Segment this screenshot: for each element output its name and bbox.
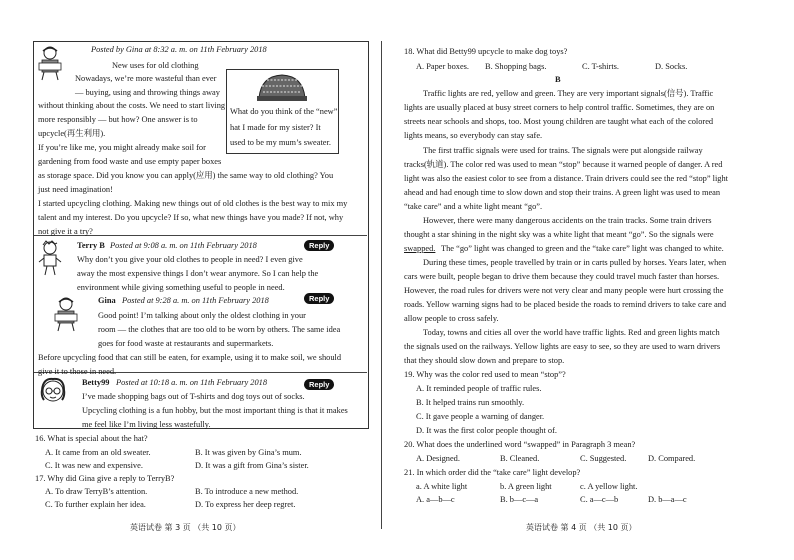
q21-option-d[interactable]: D. b—a—c — [648, 495, 687, 504]
para4-line: However, the road rules for drivers were not very clear and many people were hurt crossing the — [404, 286, 724, 295]
gina-line: Good point! I’m talking about only the oldest clothing in your — [98, 311, 306, 320]
post1-line: talent and my interest. Do you upcycle? If so, what new things have you made? If not, why — [38, 213, 344, 222]
post1-header: Posted by Gina at 8:32 a. m. on 11th February 2018 — [91, 45, 267, 54]
para2-line: The first traffic signals were used for trains. The signals were put alongside railway — [423, 146, 703, 155]
betty-line: me feel like I’m living less wastefully. — [82, 420, 211, 429]
q16-option-c[interactable]: C. It was new and expensive. — [45, 461, 143, 470]
reply-button[interactable]: Reply — [304, 240, 334, 251]
gina-line: Before upcycling food that can still be eaten, for example, using it to make soil, we should — [38, 353, 342, 362]
q19-option-d[interactable]: D. It was the first color people thought of. — [416, 426, 557, 435]
q19-option-a[interactable]: A. It reminded people of traffic rules. — [416, 384, 542, 393]
q21-option-a[interactable]: A. a—b—c — [416, 495, 455, 504]
hat-caption-3: used to be my mum’s sweater. — [230, 138, 331, 147]
q17-option-c[interactable]: C. To further explain her idea. — [45, 500, 146, 509]
q16-option-b[interactable]: B. It was given by Gina’s mum. — [195, 448, 302, 457]
para1-line: streets near schools and shops, too. Most young children are taught what each of the colored — [404, 117, 714, 126]
hat-image — [255, 72, 309, 102]
reply-button[interactable]: Reply — [304, 293, 334, 304]
gina-line: room — the clothes that are too old to be worn by others. The same idea — [98, 325, 341, 334]
para2-line: “take care” and a white light meant “go”. — [404, 202, 543, 211]
terry-time: Posted at 9:08 a. m. on 11th February 2018 — [110, 241, 257, 250]
question-18: 18. What did Betty99 upcycle to make dog toys? — [404, 47, 568, 56]
hat-caption-2: hat I made for my sister? It — [230, 123, 321, 132]
para4-line: cars were built, people began to drive them because they could travel much faster than horses. — [404, 272, 720, 281]
q17-option-d[interactable]: D. To express her deep regret. — [195, 500, 296, 509]
q16-option-a[interactable]: A. It came from an old sweater. — [45, 448, 151, 457]
betty-line: Upcycling clothing is a fun hobby, but the most important thing is that it makes — [82, 406, 348, 415]
para1-line: Traffic lights are red, yellow and green. They are very important signals(信号). Traffic — [423, 89, 714, 98]
post1-line: I started upcycling clothing. Making new things out of old clothes is the best way to mix my — [38, 199, 348, 208]
para4-line: During these times, people travelled by train or in carts pulled by horses. Years later, when — [423, 258, 727, 267]
post1-line: not give it a try? — [38, 227, 93, 236]
gina-avatar — [36, 45, 64, 81]
q18-option-b[interactable]: B. Shopping bags. — [485, 62, 547, 71]
terry-line: Why don’t you give your old clothes to people in need? I even give — [77, 255, 303, 264]
q21-item-a: a. A white light — [416, 482, 468, 491]
terry-name: Terry B — [77, 241, 105, 250]
hat-caption-1: What do you think of the “new” — [230, 107, 338, 116]
post1-line: just need imagination! — [38, 185, 113, 194]
q20-option-b[interactable]: B. Cleaned. — [500, 454, 540, 463]
post1-line: — buying, using and throwing things away — [75, 88, 220, 97]
page-divider — [381, 41, 382, 529]
post1-line: Nowadays, we’re more wasteful than ever — [75, 74, 217, 83]
q17-option-b[interactable]: B. To introduce a new method. — [195, 487, 299, 496]
para2-line: tracks(轨道). The color red was used to mean “stop” because it warned people of danger. A red — [404, 160, 723, 169]
para1-line: lights are usually placed at busy street corners to help control traffic. Sometimes, they are on — [404, 103, 715, 112]
post1-line: as storage space. Did you know you can apply(应用) the same way to old clothing? You — [38, 171, 334, 180]
gina-line: goes for food waste at restaurants and supermarkets. — [98, 339, 274, 348]
q19-option-b[interactable]: B. It helped trains run smoothly. — [416, 398, 525, 407]
section-b-heading: B — [555, 75, 561, 84]
gina-time: Posted at 9:28 a. m. on 11th February 2018 — [122, 296, 269, 305]
betty-time: Posted at 10:18 a. m. on 11th February 2018 — [116, 378, 268, 387]
page-footer: 英语试卷 第 4 页 （共 10 页） — [526, 523, 637, 532]
post1-line: upcycle(再生利用). — [38, 129, 106, 138]
q20-option-a[interactable]: A. Designed. — [416, 454, 460, 463]
q16-option-d[interactable]: D. It was a gift from Gina’s sister. — [195, 461, 309, 470]
q21-option-c[interactable]: C. a—c—b — [580, 495, 619, 504]
gina-avatar — [52, 296, 80, 332]
betty-line: I’ve made shopping bags out of T-shirts and dog toys out of socks. — [82, 392, 305, 401]
para3-line: However, there were many dangerous accidents on the train tracks. Some train drivers — [423, 216, 712, 225]
para3-line: The “go” light was changed to green and the “take care” light was changed to white. — [441, 244, 724, 253]
q18-option-d[interactable]: D. Socks. — [655, 62, 688, 71]
para2-line: light was also the easiest color to see from a distance. Train drivers could see the red “stop” light — [404, 174, 728, 183]
post1-line: more responsibly — but how? One answer is to — [38, 115, 198, 124]
q17-option-a[interactable]: A. To draw TerryB’s attention. — [45, 487, 148, 496]
post1-line: without thinking about the costs. We need to start living — [38, 101, 226, 110]
q21-option-b[interactable]: B. b—c—a — [500, 495, 539, 504]
para4-line: roads. Yellow warning signs had to be placed beside the roads to remind drivers to take care and — [404, 300, 727, 309]
page-footer: 英语试卷 第 3 页 （共 10 页） — [130, 523, 241, 532]
question-20: 20. What does the underlined word “swapped” in Paragraph 3 mean? — [404, 440, 636, 449]
q18-option-a[interactable]: A. Paper boxes. — [416, 62, 470, 71]
betty-name: Betty99 — [82, 378, 110, 387]
para5-line: the signals used on the railways. Yellow lights are easy to see, so they are used to warn drivers — [404, 342, 721, 351]
question-21: 21. In which order did the “take care” light develop? — [404, 468, 581, 477]
terry-avatar — [37, 240, 63, 276]
gina-name: Gina — [98, 296, 116, 305]
para2-line: ahead and had enough time to slow down and stop their trains. A green light was used to mean — [404, 188, 721, 197]
para1-line: lights means, so everybody can stay safe. — [404, 131, 543, 140]
q19-option-c[interactable]: C. It gave people a warning of danger. — [416, 412, 545, 421]
swapped-word: swapped. — [404, 244, 436, 253]
q20-option-c[interactable]: C. Suggested. — [580, 454, 627, 463]
reply-button[interactable]: Reply — [304, 379, 334, 390]
post1-line: gardening from food waste and use empty paper boxes — [38, 157, 222, 166]
question-16: 16. What is special about the hat? — [35, 434, 148, 443]
q20-option-d[interactable]: D. Compared. — [648, 454, 696, 463]
para5-line: Today, towns and cities all over the world have traffic lights. Red and green lights match — [423, 328, 720, 337]
q18-option-c[interactable]: C. T-shirts. — [582, 62, 619, 71]
para5-line: that they should slow down and prepare to stop. — [404, 356, 565, 365]
question-17: 17. Why did Gina give a reply to TerryB? — [35, 474, 175, 483]
terry-line: environment while giving something useful to people in need. — [77, 283, 285, 292]
q21-item-c: c. A yellow light. — [580, 482, 638, 491]
betty-avatar — [37, 376, 69, 408]
post1-title: New uses for old clothing — [112, 61, 199, 70]
q21-item-b: b. A green light — [500, 482, 552, 491]
para3-line: thought a star shining in the night sky was a white light that meant “go”. So the signals were — [404, 230, 714, 239]
gina-line: give it to those in need. — [38, 367, 117, 376]
post1-line: If you’re like me, you might already make soil for — [38, 143, 206, 152]
question-19: 19. Why was the color red used to mean “stop”? — [404, 370, 566, 379]
para4-line: allow people to cross safely. — [404, 314, 499, 323]
terry-line: away the most expensive things I don’t wear anymore. So I can help the — [77, 269, 319, 278]
